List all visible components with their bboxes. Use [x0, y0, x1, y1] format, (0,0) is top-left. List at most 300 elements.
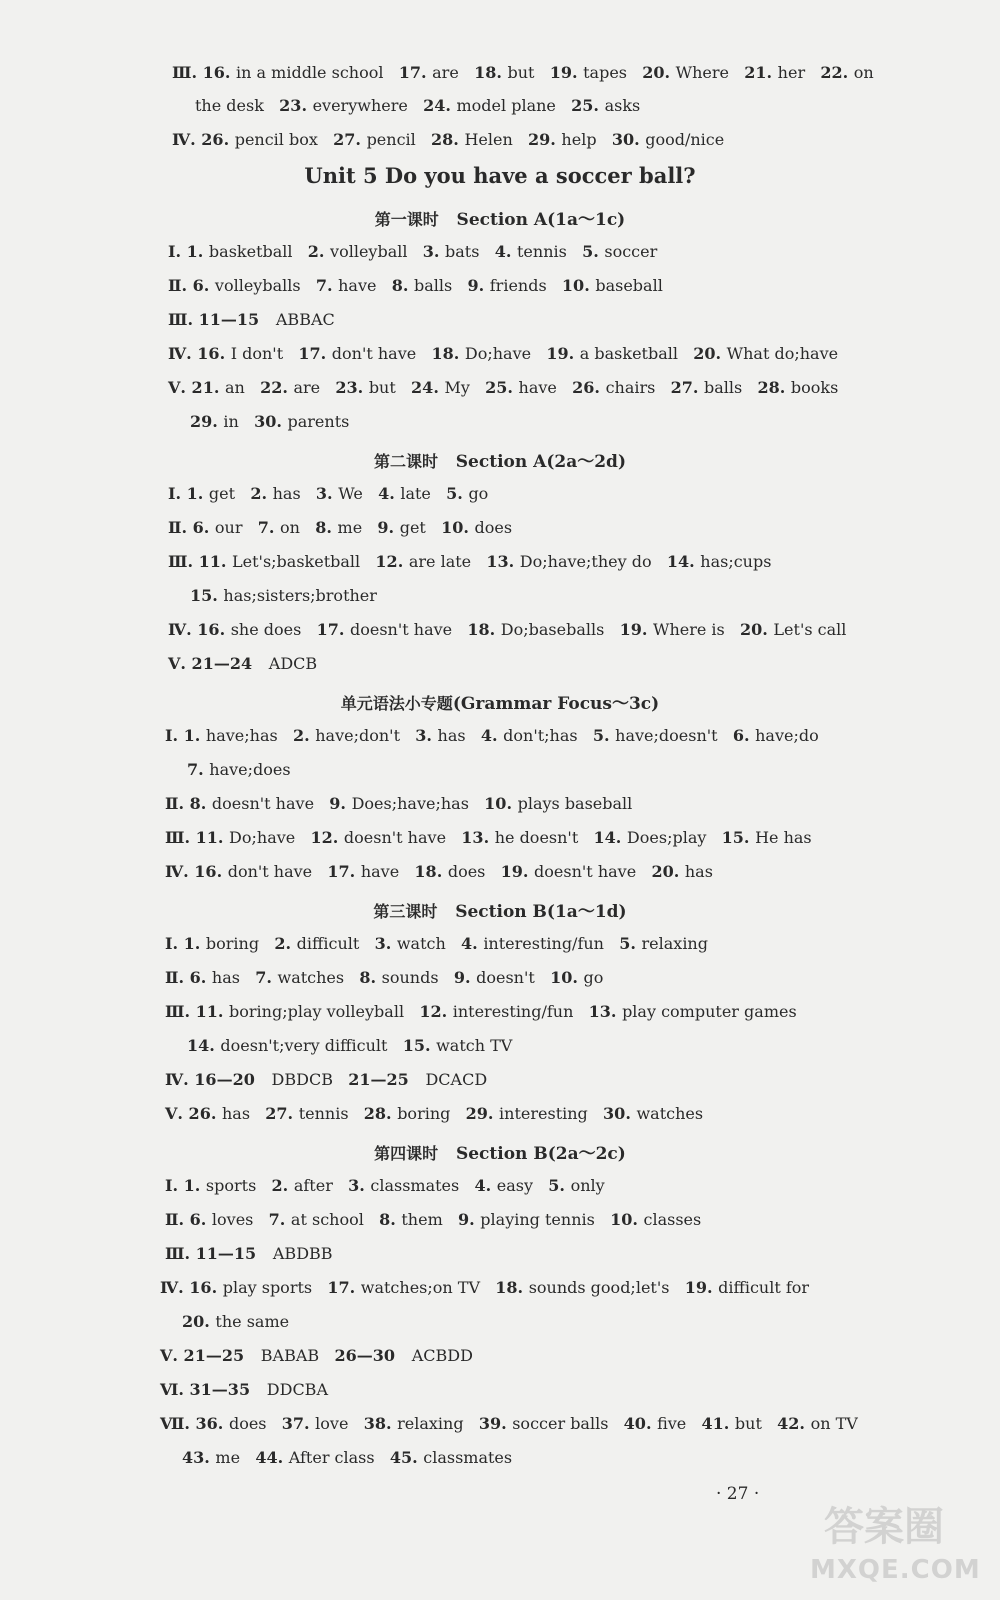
item-number: 2.	[250, 484, 273, 503]
answer-text: are	[293, 378, 336, 397]
item-number: 19.	[684, 1278, 719, 1297]
answer-text: she does	[230, 620, 317, 639]
answer-text: five	[657, 1414, 702, 1433]
answer-text: has	[437, 726, 481, 745]
item-number: Ⅱ. 6.	[165, 1210, 212, 1229]
answer-text: has	[221, 1104, 266, 1123]
answer-text: have	[360, 862, 415, 881]
item-number: 9.	[467, 276, 490, 295]
item-number: 30.	[611, 130, 646, 149]
item-number: 22.	[820, 63, 854, 82]
answer-text: classes	[643, 1210, 702, 1229]
item-number: Ⅴ. 26.	[165, 1104, 222, 1123]
item-number: 12.	[419, 1002, 453, 1021]
item-number: Ⅱ. 6.	[168, 276, 215, 295]
answer-text: BABAB	[260, 1346, 335, 1365]
answer-text: asks	[604, 96, 641, 115]
item-number: 15.	[721, 828, 756, 847]
answer-text: What do;have	[726, 344, 839, 363]
answer-line	[160, 1414, 858, 1434]
answer-text: our	[214, 518, 258, 537]
answer-text: difficult for	[718, 1278, 810, 1297]
answer-text: her	[777, 63, 821, 82]
answer-text: sports	[205, 1176, 272, 1195]
item-number: 25.	[571, 96, 605, 115]
answer-line	[195, 96, 640, 116]
item-number: 20.	[651, 862, 685, 881]
item-number: 24.	[411, 378, 445, 397]
section-heading-zh: 第四课时	[374, 1144, 439, 1163]
answer-text: plays baseball	[517, 794, 633, 813]
item-number: 3.	[415, 726, 438, 745]
answer-text: books	[790, 378, 839, 397]
item-number: Ⅴ. 21.	[168, 378, 225, 397]
answer-text: have;has	[205, 726, 293, 745]
section-heading-2	[0, 447, 1000, 472]
answer-text: on	[280, 518, 316, 537]
item-number: 7.	[268, 1210, 291, 1229]
item-number: 10.	[610, 1210, 644, 1229]
answer-text: doesn't have	[211, 794, 330, 813]
answer-text: relaxing	[641, 934, 708, 953]
answer-text: tennis	[516, 242, 583, 261]
answer-text: watches	[277, 968, 360, 987]
item-number: 17.	[327, 862, 361, 881]
answer-text: doesn't;very difficult	[220, 1036, 403, 1055]
section-heading-en: Section A(2a～2d)	[455, 452, 626, 472]
answer-text: get	[399, 518, 442, 537]
item-number: 28.	[431, 130, 465, 149]
item-number: 30.	[254, 412, 288, 431]
item-number: Ⅱ. 6.	[165, 968, 212, 987]
answer-text: My	[444, 378, 486, 397]
answer-text: go	[583, 968, 604, 987]
item-number: Ⅴ. 21—24	[168, 654, 269, 673]
item-number: 6.	[732, 726, 756, 745]
answer-text: model plane	[456, 96, 572, 115]
answer-text: but	[734, 1414, 778, 1433]
answer-text: a basketball	[579, 344, 694, 363]
answer-line	[160, 1278, 809, 1298]
item-number: 13.	[588, 1002, 623, 1021]
answer-text: classmates	[423, 1448, 513, 1467]
item-number: 7.	[187, 760, 210, 779]
item-number: Ⅳ. 16.	[168, 344, 231, 363]
answer-text: late	[400, 484, 447, 503]
answer-text: ADCB	[268, 654, 318, 673]
item-number: 27.	[265, 1104, 299, 1123]
answer-text: in a middle school	[236, 63, 399, 82]
answer-text: have	[518, 378, 573, 397]
answer-text: don't have	[331, 344, 432, 363]
item-number: 20.	[642, 63, 676, 82]
answer-text: get	[208, 484, 251, 503]
item-number: 4.	[474, 1176, 497, 1195]
answer-line	[168, 654, 317, 674]
section-heading-1	[0, 205, 1000, 230]
answer-text: soccer	[604, 242, 658, 261]
answer-line	[165, 934, 708, 954]
site-watermark	[810, 1495, 990, 1595]
item-number: 23.	[335, 378, 369, 397]
item-number: 37.	[281, 1414, 316, 1433]
answer-text: doesn't have	[343, 828, 462, 847]
answer-text: them	[401, 1210, 459, 1229]
answer-text: on TV	[810, 1414, 858, 1433]
item-number: 21.	[744, 63, 778, 82]
item-number: 4.	[378, 484, 401, 503]
answer-text: interesting/fun	[483, 934, 620, 953]
answer-text: interesting	[499, 1104, 604, 1123]
answer-text: balls	[704, 378, 758, 397]
answer-text: but	[368, 378, 412, 397]
section-heading-5	[0, 1139, 1000, 1164]
item-number: 2.	[292, 726, 316, 745]
answer-text: boring;play volleyball	[229, 1002, 420, 1021]
item-number: 28.	[363, 1104, 398, 1123]
answer-line	[172, 63, 874, 83]
item-number: 25.	[485, 378, 519, 397]
answer-line	[190, 412, 349, 432]
answer-text: are	[432, 63, 475, 82]
answer-text: doesn't have	[350, 620, 468, 639]
item-number: 45.	[389, 1448, 424, 1467]
answer-text: are late	[408, 552, 487, 571]
item-number: Ⅲ. 11.	[165, 1002, 230, 1021]
item-number: 44.	[255, 1448, 289, 1467]
item-number: 3.	[422, 242, 446, 261]
answer-text: an	[224, 378, 261, 397]
item-number: Ⅰ. 1.	[165, 1176, 206, 1195]
item-number: Ⅲ. 11—15	[168, 310, 276, 329]
item-number: 5.	[582, 242, 605, 261]
item-number: 17.	[327, 1278, 361, 1297]
item-number: Ⅰ. 1.	[165, 934, 206, 953]
answer-line	[165, 1104, 703, 1124]
answer-line	[168, 552, 771, 572]
item-number: 7.	[257, 518, 281, 537]
watermark-logo-text: 答案圈	[824, 1504, 944, 1550]
item-number: Ⅳ. 16—20	[165, 1070, 272, 1089]
item-number: Ⅰ. 1.	[165, 726, 206, 745]
item-number: 20.	[740, 620, 774, 639]
answer-text: loves	[211, 1210, 269, 1229]
item-number: Ⅱ. 8.	[165, 794, 212, 813]
item-number: 40.	[623, 1414, 658, 1433]
item-number: 18.	[467, 620, 501, 639]
answer-text: have;don't	[315, 726, 416, 745]
answer-text: the same	[215, 1312, 290, 1331]
item-number: 5.	[619, 934, 642, 953]
item-number: 15.	[402, 1036, 437, 1055]
answer-text: bats	[445, 242, 495, 261]
answer-text: have;doesn't	[615, 726, 733, 745]
item-number: 10.	[561, 276, 596, 295]
item-number: 8.	[315, 518, 338, 537]
item-number: 14.	[593, 828, 627, 847]
answer-text: does	[447, 862, 501, 881]
answer-line	[187, 760, 291, 780]
item-number: Ⅶ. 36.	[160, 1414, 229, 1433]
section-heading-en: Section B(2a～2c)	[455, 1144, 626, 1164]
item-number: 8.	[391, 276, 414, 295]
answer-text: Does;play	[626, 828, 722, 847]
answer-text: volleyball	[330, 242, 423, 261]
answer-text: me	[215, 1448, 256, 1467]
item-number: Ⅰ. 1.	[168, 484, 209, 503]
answer-text: volleyballs	[214, 276, 316, 295]
item-number: 3.	[315, 484, 339, 503]
section-heading-4	[0, 897, 1000, 922]
item-number: 13.	[486, 552, 520, 571]
answer-line	[160, 1346, 473, 1366]
answer-text: don't have	[227, 862, 328, 881]
item-number: 13.	[461, 828, 495, 847]
answer-text: chairs	[605, 378, 671, 397]
item-number: 20.	[182, 1312, 216, 1331]
section-heading-en: Section B(1a～1d)	[455, 902, 627, 922]
answer-text: parents	[287, 412, 350, 431]
answer-text: everywhere	[312, 96, 424, 115]
item-number: 5.	[592, 726, 616, 745]
item-number: 5.	[548, 1176, 571, 1195]
answer-text: Let's;basketball	[232, 552, 376, 571]
item-number: 19.	[549, 63, 584, 82]
answer-line	[168, 484, 488, 504]
item-number: Ⅳ. 16.	[165, 862, 228, 881]
answer-line	[190, 586, 377, 606]
answer-line	[168, 518, 512, 538]
item-number: 27.	[670, 378, 705, 397]
answer-text: doesn't have	[534, 862, 652, 881]
answer-text: Do;have	[464, 344, 547, 363]
answer-text: has;cups	[700, 552, 772, 571]
item-number: 2.	[271, 1176, 294, 1195]
answer-line	[165, 828, 812, 848]
item-number: 17.	[316, 620, 350, 639]
item-number: 17.	[398, 63, 433, 82]
answer-text: the desk	[195, 96, 280, 115]
answer-text: on	[853, 63, 874, 82]
item-number: 22.	[260, 378, 294, 397]
answer-text: has;sisters;brother	[223, 586, 377, 605]
section-heading-3	[0, 689, 1000, 714]
answer-line	[165, 1210, 701, 1230]
answer-text: good/nice	[645, 130, 725, 149]
answer-text: friends	[489, 276, 562, 295]
answer-line	[165, 862, 713, 882]
item-number: 10.	[441, 518, 475, 537]
answer-text: have;does	[209, 760, 291, 779]
answer-line	[165, 1070, 487, 1090]
answer-line	[182, 1448, 512, 1468]
item-number: 9.	[377, 518, 400, 537]
answer-text: Where	[675, 63, 745, 82]
item-number: 3.	[374, 934, 397, 953]
answer-line	[160, 1380, 328, 1400]
item-number: 24.	[423, 96, 457, 115]
item-number: 9.	[453, 968, 477, 987]
answer-text: DDCBA	[266, 1380, 328, 1399]
answer-text: classmates	[370, 1176, 475, 1195]
answer-text: only	[570, 1176, 605, 1195]
item-number: 15.	[190, 586, 224, 605]
item-number: 7.	[315, 276, 339, 295]
answer-text: Where is	[653, 620, 741, 639]
item-number: 8.	[359, 968, 382, 987]
item-number: Ⅲ. 11—15	[165, 1244, 273, 1263]
item-number: 18.	[414, 862, 448, 881]
answer-text: watches	[636, 1104, 704, 1123]
answer-text: Do;baseballs	[500, 620, 620, 639]
item-number: 10.	[484, 794, 518, 813]
item-number: 26—30	[334, 1346, 412, 1365]
answer-text: me	[337, 518, 378, 537]
item-number: 14.	[666, 552, 701, 571]
item-number: 27.	[333, 130, 367, 149]
answer-text: DBDCB	[271, 1070, 349, 1089]
item-number: 18.	[495, 1278, 529, 1297]
answer-line	[172, 130, 724, 150]
item-number: Ⅴ. 21—25	[160, 1346, 261, 1365]
answer-text: play computer games	[622, 1002, 797, 1021]
item-number: Ⅲ. 16.	[172, 63, 237, 82]
item-number: 9.	[329, 794, 352, 813]
item-number: 26.	[572, 378, 606, 397]
item-number: Ⅳ. 26.	[172, 130, 235, 149]
answer-line	[165, 1176, 605, 1196]
item-number: 2.	[307, 242, 331, 261]
answer-text: Do;have;they do	[519, 552, 667, 571]
answer-line	[168, 344, 838, 364]
section-heading-zh: 第三课时	[373, 902, 438, 921]
item-number: 29.	[190, 412, 224, 431]
answer-text: does	[228, 1414, 282, 1433]
answer-text: has	[272, 484, 316, 503]
answer-text: basketball	[208, 242, 308, 261]
answer-text: have	[338, 276, 392, 295]
answer-text: watches;on TV	[360, 1278, 496, 1297]
item-number: 4.	[494, 242, 517, 261]
item-number: 18.	[431, 344, 465, 363]
item-number: Ⅲ. 11.	[168, 552, 233, 571]
answer-text: baseball	[595, 276, 663, 295]
answer-text: After class	[288, 1448, 390, 1467]
answer-text: He has	[755, 828, 812, 847]
watermark-url: MXQE.COM	[810, 1555, 981, 1585]
item-number: 4.	[480, 726, 504, 745]
answer-text: in	[223, 412, 255, 431]
item-number: Ⅱ. 6.	[168, 518, 215, 537]
answer-text: balls	[413, 276, 468, 295]
answer-text: go	[468, 484, 489, 503]
answer-line	[168, 242, 657, 262]
answer-text: We	[338, 484, 379, 503]
item-number: 10.	[550, 968, 584, 987]
item-number: 39.	[478, 1414, 513, 1433]
answer-text: soccer balls	[512, 1414, 624, 1433]
answer-text: DCACD	[425, 1070, 488, 1089]
answer-text: relaxing	[397, 1414, 479, 1433]
answer-text: Do;have	[229, 828, 311, 847]
answer-text: Let's call	[773, 620, 847, 639]
answer-line	[168, 276, 663, 296]
answer-text: after	[293, 1176, 349, 1195]
answer-line	[168, 378, 838, 398]
item-number: 41.	[701, 1414, 735, 1433]
item-number: 18.	[474, 63, 508, 82]
answer-text: difficult	[296, 934, 375, 953]
item-number: 12.	[310, 828, 344, 847]
item-number: 28.	[757, 378, 791, 397]
item-number: 12.	[375, 552, 409, 571]
answer-text: ACBDD	[411, 1346, 473, 1365]
item-number: 42.	[777, 1414, 811, 1433]
item-number: 17.	[298, 344, 332, 363]
answer-text: interesting/fun	[452, 1002, 589, 1021]
answer-text: at school	[290, 1210, 380, 1229]
answer-text: doesn't	[476, 968, 551, 987]
answer-line	[165, 1002, 797, 1022]
item-number: Ⅰ. 1.	[168, 242, 209, 261]
answer-line	[182, 1312, 289, 1332]
section-heading-zh: 第二课时	[374, 452, 439, 471]
answer-text: play sports	[222, 1278, 328, 1297]
item-number: 7.	[255, 968, 278, 987]
answer-text: does	[474, 518, 513, 537]
item-number: 5.	[446, 484, 469, 503]
item-number: 8.	[379, 1210, 402, 1229]
answer-line	[165, 726, 819, 746]
item-number: 21—25	[348, 1070, 426, 1089]
item-number: 20.	[693, 344, 727, 363]
answer-text: but	[507, 63, 550, 82]
item-number: 3.	[348, 1176, 371, 1195]
answer-text: pencil box	[234, 130, 334, 149]
answer-text: pencil	[366, 130, 432, 149]
answer-text: sounds good;let's	[528, 1278, 685, 1297]
answer-text: watch TV	[436, 1036, 513, 1055]
item-number: 9.	[458, 1210, 481, 1229]
answer-text: boring	[397, 1104, 466, 1123]
answer-line	[165, 1244, 333, 1264]
item-number: 14.	[187, 1036, 221, 1055]
section-heading-zh: 第一课时	[374, 210, 439, 229]
item-number: 29.	[528, 130, 562, 149]
answer-text: tennis	[298, 1104, 364, 1123]
answer-text: sounds	[381, 968, 454, 987]
answer-text: don't;has	[503, 726, 593, 745]
answer-text: Helen	[464, 130, 529, 149]
item-number: 23.	[279, 96, 313, 115]
answer-text: tapes	[583, 63, 643, 82]
answer-text: ABBAC	[275, 310, 335, 329]
answer-text: ABDBB	[272, 1244, 333, 1263]
answer-text: help	[561, 130, 612, 149]
item-number: 29.	[465, 1104, 500, 1123]
item-number: 43.	[182, 1448, 216, 1467]
answer-text: he doesn't	[494, 828, 594, 847]
section-heading-zh: 单元语法小专题	[340, 694, 453, 713]
page-number: · 27 ·	[716, 1484, 760, 1504]
item-number: Ⅵ. 31—35	[160, 1380, 267, 1399]
answer-text: boring	[205, 934, 275, 953]
answer-text: easy	[496, 1176, 549, 1195]
answer-text: has	[684, 862, 713, 881]
unit-title: Unit 5 Do you have a soccer ball?	[304, 163, 696, 188]
item-number: 2.	[274, 934, 297, 953]
item-number: 4.	[461, 934, 484, 953]
